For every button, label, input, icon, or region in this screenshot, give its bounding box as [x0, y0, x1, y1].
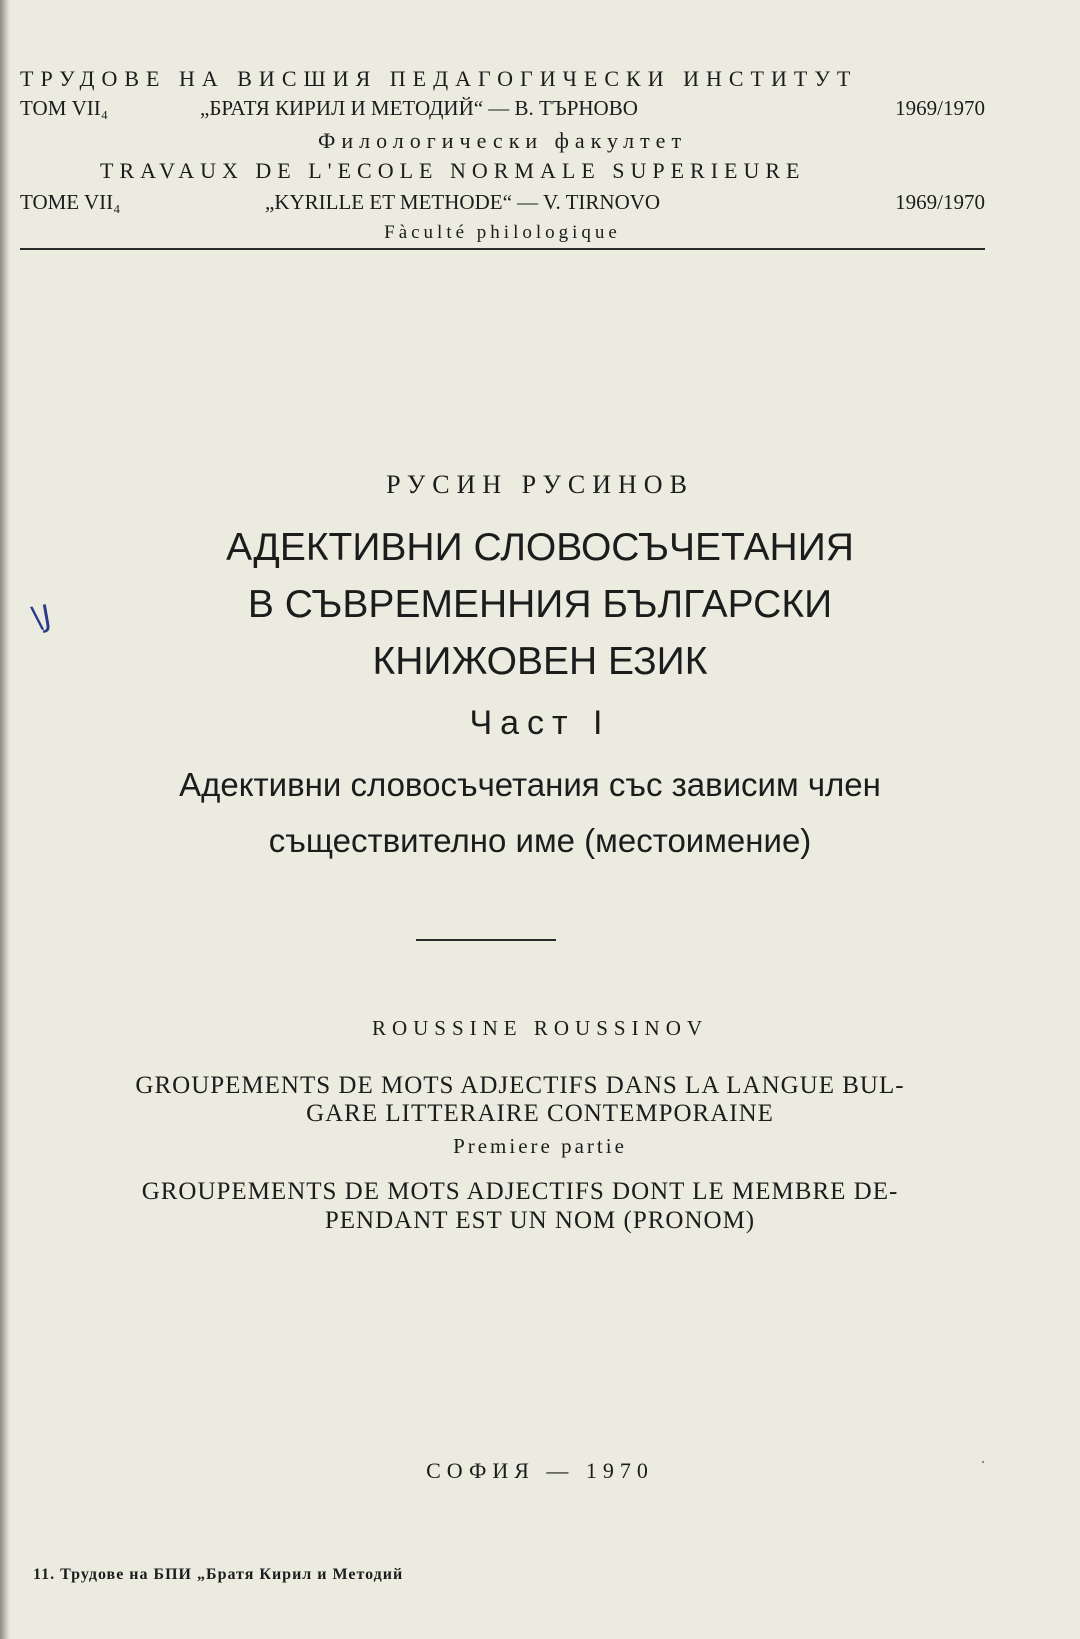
subtitle-fr-line1: GROUPEMENTS DE MOTS ADJECTIFS DONT LE MEMBRE DE-	[141, 1178, 899, 1205]
faculty-bg: Филологически факултет	[317, 128, 688, 153]
volume-bg: ТОМ VII₄	[20, 96, 109, 120]
subtitle-bg-line2: съществително име (местоимение)	[268, 822, 812, 859]
subtitle-fr-line2: PENDANT EST UN NOM (PRONOM)	[324, 1207, 756, 1234]
faculty-fr: Fàculté philologique	[384, 222, 621, 243]
series-title-bg: ТРУДОВЕ НА ВИСШИЯ ПЕДАГОГИЧЕСКИ ИНСТИТУТ	[20, 66, 858, 91]
title-fr-line2: GARE LITTERAIRE CONTEMPORAINE	[306, 1100, 774, 1127]
imprint: СОФИЯ — 1970	[426, 1458, 654, 1483]
volume-fr: TOME VII₄	[20, 190, 121, 214]
author-fr: ROUSSINE ROUSSINOV	[371, 1016, 709, 1040]
subtitle-bg-line1: Адективни словосъчетания със зависим член	[179, 766, 881, 803]
header-rule	[20, 248, 985, 250]
part-bg: Част I	[469, 704, 611, 742]
part-fr: Premiere partie	[453, 1134, 627, 1158]
series-title-fr: TRAVAUX DE L'ECOLE NORMALE SUPERIEURE	[100, 158, 806, 183]
footer-signature: 11. Трудове на БПИ „Братя Кирил и Методий	[33, 1566, 404, 1583]
author-bg: РУСИН РУСИНОВ	[386, 470, 694, 499]
title-bg-line2: В СЪВРЕМЕННИЯ БЪЛГАРСКИ	[247, 583, 833, 626]
years-bg: 1969/1970	[895, 96, 985, 120]
page-speck: ·	[980, 1452, 986, 1472]
book-spine-shadow	[0, 0, 10, 1639]
title-fr-line1: GROUPEMENTS DE MOTS ADJECTIFS DANS LA LANGUE BUL-	[135, 1072, 905, 1099]
institute-bg: „БРАТЯ КИРИЛ И МЕТОДИЙ“ — В. ТЪРНОВО	[200, 96, 638, 120]
years-fr: 1969/1970	[895, 190, 985, 214]
title-bg-line1: АДЕКТИВНИ СЛОВОСЪЧЕТАНИЯ	[226, 526, 854, 569]
institute-fr: „KYRILLE ET METHODE“ — V. TIRNOVO	[265, 190, 661, 214]
title-bg-line3: КНИЖОВЕН ЕЗИК	[372, 640, 708, 683]
section-divider	[416, 939, 556, 941]
handwritten-margin-mark: \J	[29, 598, 54, 637]
